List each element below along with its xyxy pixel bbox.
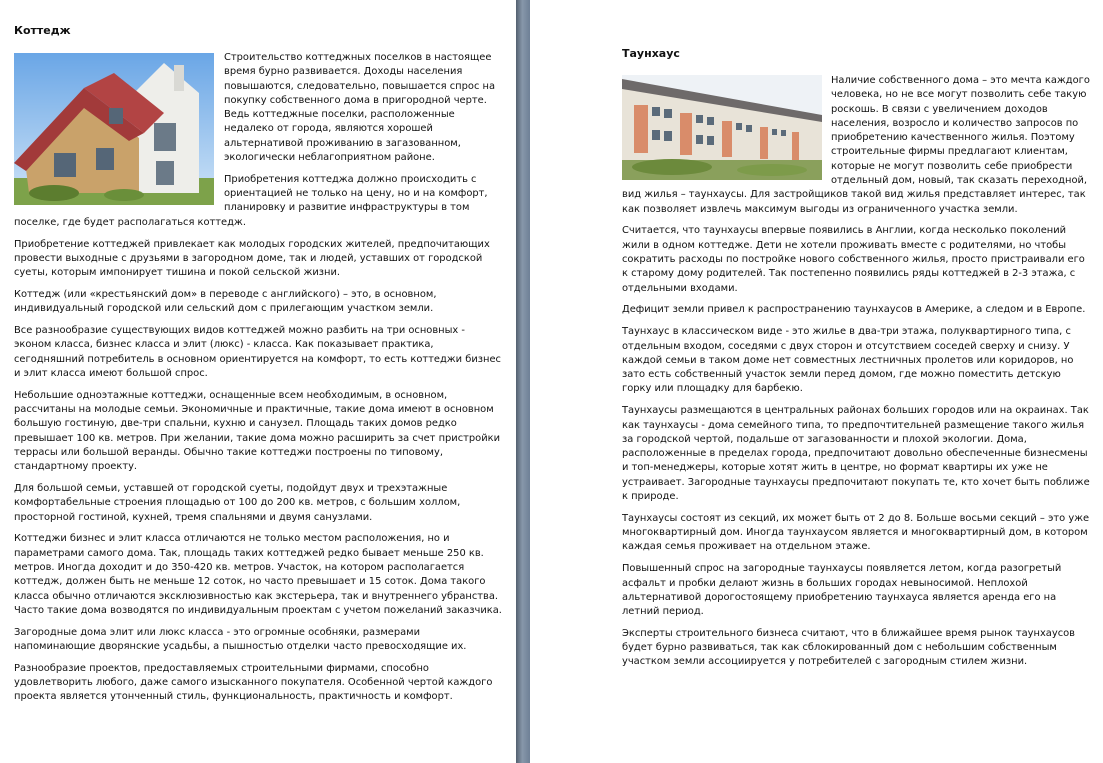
- cottage-paragraph: Коттеджи бизнес и элит класса отличаются не только местом расположения, но и параметрами самого дома. Так, площадь таких коттеджей редко бывает меньше 250 кв. метров. Иногда доходит и до 350-420 кв. метров. Участок, на котором располагается коттедж, должен быть не меньше 12 соток, но часто превышает и 15 соток. Дома такого класса обычно отличаются эксклюзивностью как экстерьера, так и внутреннего убранства. Часто такие дома возводятся по индивидуальным проектам с учетом пожеланий заказчика.: [14, 533, 502, 616]
- cottage-heading: Коттедж: [14, 24, 71, 37]
- cottage-paragraph: Разнообразие проектов, предоставляемых строительными фирмами, способно удовлетворить любого, даже самого изысканного покупателя. Особенной чертой каждого проекта является утонченный стиль, функциональность, практичность и комфорт.: [14, 662, 493, 703]
- cottage-paragraph: Все разнообразие существующих видов коттеджей можно разбить на три основных - эконом класса, бизнес класса и элит (люкс) - класса. Как показывает практика, сегодняшний потребитель в основном ориентируется на комфорт, то есть коттеджи бизнес и элит класса имеют большой спрос.: [14, 325, 501, 379]
- document-page-left: [0, 0, 516, 763]
- cottage-paragraph: Для большой семьи, уставшей от городской суеты, подойдут двух и трехэтажные комфортабельные строения площадью от 100 до 200 кв. метров, с большим холлом, просторной гостиной, кухней, тремя спальнями и двумя санузлами.: [14, 483, 461, 523]
- townhouse-paragraph: Таунхаусы состоят из секций, их может быть от 2 до 8. Больше восьми секций – это уже многоквартирный дом. Иногда таунхаусом является и многоквартирный дом, в котором каждая семья проживает на отдельном этаже.: [622, 512, 1090, 553]
- document-page-right: [530, 0, 1103, 763]
- cottage-paragraph: Строительство коттеджных поселков в настоящее время бурно развивается. Доходы населения повышаются, следовательно, повышается спрос на покупку собственного дома в пригородной черте. Ведь коттеджные поселки, расположенные недалеко от города, являются хорошей альтернативой проживанию в загазованном, экологически неблагоприятном районе.: [224, 52, 496, 164]
- townhouse-paragraph: Таунхаус в классическом виде - это жилье в два-три этажа, полуквартирного типа, с отдельным входом, соседями с двух сторон и отсутствием соседей сверху и снизу. У каждой семьи в таком доме нет совместных лестничных пролетов или коридоров, но зато есть собственный участок земли перед домом, где можно поместить детскую горку или площадку для барбекю.: [622, 326, 1074, 395]
- townhouse-paragraph: Дефицит земли привел к распространению таунхаусов в Америке, а следом и в Европе.: [622, 304, 1086, 316]
- townhouse-paragraph: Считается, что таунхаусы впервые появились в Англии, когда несколько поколений жили в одном коттедже. Дети не хотели проживать вместе с родителями, но чтобы сократить расходы по постройке нового собственного жилья, просто пристраивали его к старому дому родителей. Так постепенно появились ряды коттеджей в 2-3 этажа, с отдельными входами.: [622, 225, 1085, 294]
- townhouse-paragraph: Эксперты строительного бизнеса считают, что в ближайшее время рынок таунхаусов будет бурно развиваться, так как сблокированный дом с небольшим собственным участком земли ассоциируется у потребителей с загородным стилем жизни.: [622, 627, 1075, 668]
- cottage-paragraph: Загородные дома элит или люкс класса - это огромные особняки, размерами напоминающие дворянские усадьбы, а пышностью отделки часто превосходящие их.: [14, 626, 467, 652]
- cottage-paragraph: Коттедж (или «крестьянский дом» в переводе с английского) – это, в основном, индивидуальный городской или сельский дом с прилегающим участком земли.: [14, 288, 437, 315]
- cottage-paragraph: Небольшие одноэтажные коттеджи, оснащенные всем необходимым, в основном, рассчитаны на молодые семьи. Экономичные и практичные, такие дома имеют в основном большую гостиную, две-три спальни, кухню и санузел. Площадь таких домов редко превышает 100 кв. метров. При желании, такие дома можно расширить за счет пристройки террасы или большой веранды. Обычно такие коттеджи построены по типовому, стандартному проекту.: [14, 389, 501, 473]
- townhouse-paragraph: Таунхаусы размещаются в центральных районах больших городов или на окраинах. Так как таунхаусы - дома семейного типа, то предпочтительней размещение такого жилья за городской чертой, подальше от загазованности и плохой экологии. Дома, расположенные в пределах города, предпочитают довольно обеспеченные бизнесмены и топ-менеджеры, которые хотят жить в центре, но формат квартиры их уже не устраивает. Загородные таунхаусы предпочитают покупать те, кто хочет быть поближе к природе.: [622, 405, 1090, 503]
- page-gap: [516, 0, 530, 763]
- townhouse-image: [622, 75, 822, 180]
- cottage-paragraph: Приобретения коттеджа должно происходить с ориентацией не только на цену, но и на комфорт, планировку и развитие инфраструктуры в том поселке, где будет располагаться коттедж.: [14, 173, 488, 228]
- townhouse-paragraph: Наличие собственного дома – это мечта каждого человека, но не все могут позволить себе такую роскошь. В связи с увеличением доходов населения, возросло и количество запросов по приобретению качественного жилья. Поэтому строительные фирмы предлагают клиентам, которые не могут позволить себе приобрести отдельный дом, новый, так сказать переходной, вид жилья – таунхаусы. Для застройщиков такой вид жилья представляет интерес, так как позволяет извлечь максимум выгоды из ограниченного участка земли.: [622, 75, 1090, 215]
- townhouse-heading: Таунхаус: [622, 47, 680, 60]
- townhouse-paragraph: Повышенный спрос на загородные таунхаусы появляется летом, когда разогретый асфальт и пробки делают жизнь в больших городах невыносимой. Неплохой альтернативой дорогостоящему приобретению таунхауса является аренда его на летний период.: [622, 563, 1062, 618]
- cottage-image: [14, 53, 214, 205]
- cottage-paragraph: Приобретение коттеджей привлекает как молодых городских жителей, предпочитающих провести выходные с друзьями в загородном доме, так и людей, уставших от городской суеты, которым импонирует тишина и покой сельской жизни.: [14, 238, 490, 279]
